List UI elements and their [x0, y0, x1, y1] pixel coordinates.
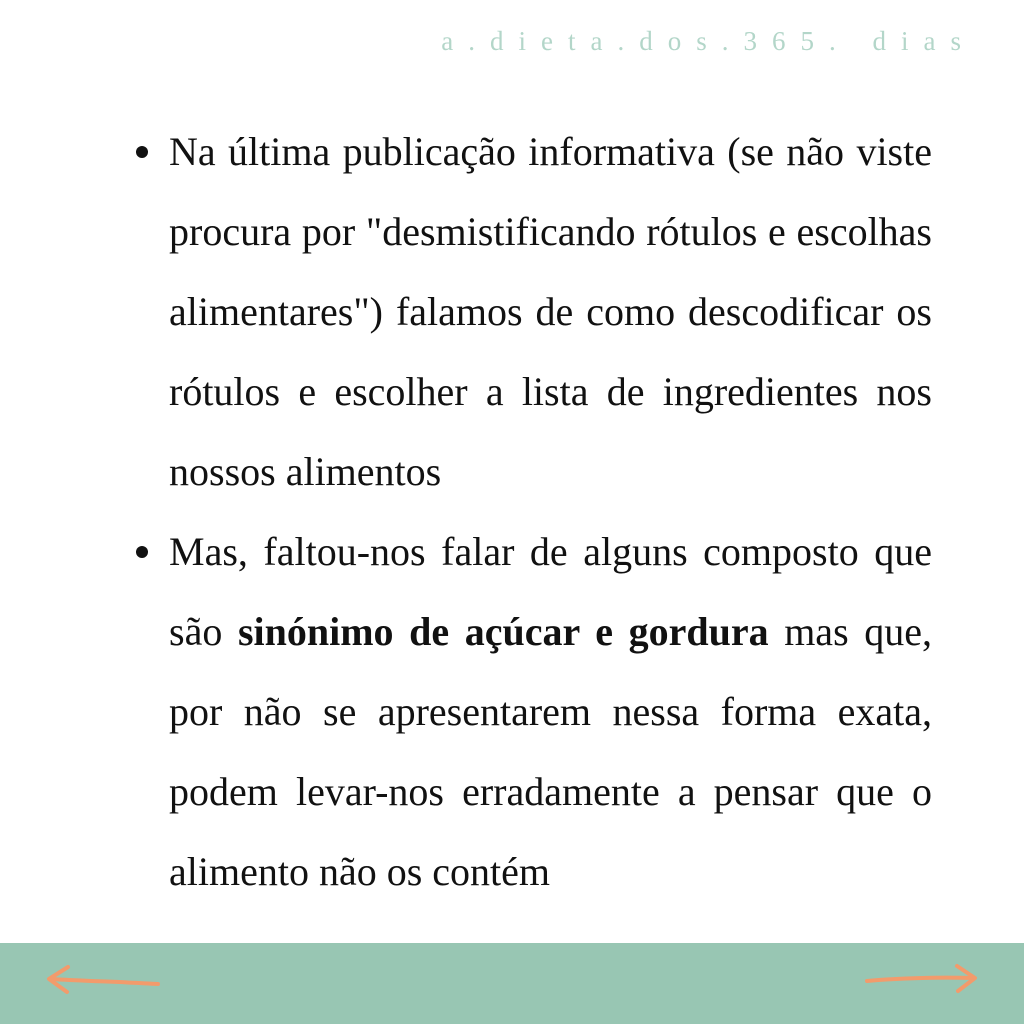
bullet-list	[130, 112, 932, 912]
arrow-right-icon[interactable]	[862, 961, 984, 995]
main-content	[130, 112, 932, 912]
list-item	[130, 512, 932, 912]
bullet-text-before: Mas, faltou-nos falar de alguns composto que são	[169, 529, 932, 654]
footer-bar	[0, 943, 1024, 1024]
bullet-icon	[136, 146, 148, 158]
bullet-text-after: mas que, por não se apresentarem nessa forma exata, podem levar-nos erradamente a pensar que o alimento não os contém	[169, 609, 933, 894]
list-item	[130, 112, 932, 512]
bullet-text: Na última publicação informativa (se não viste procura por "desmistificando rótulos e escolhas alimentares") falamos de como descodificar os rótulos e escolher a lista de ingredientes nos nossos alimentos	[169, 129, 932, 494]
bullet-text-emphasis: sinónimo de açúcar e gordura	[237, 609, 769, 654]
arrow-left-icon[interactable]	[40, 961, 162, 995]
brand-handle: a.dieta.dos.365. dias	[441, 26, 976, 56]
bullet-icon	[136, 546, 148, 558]
